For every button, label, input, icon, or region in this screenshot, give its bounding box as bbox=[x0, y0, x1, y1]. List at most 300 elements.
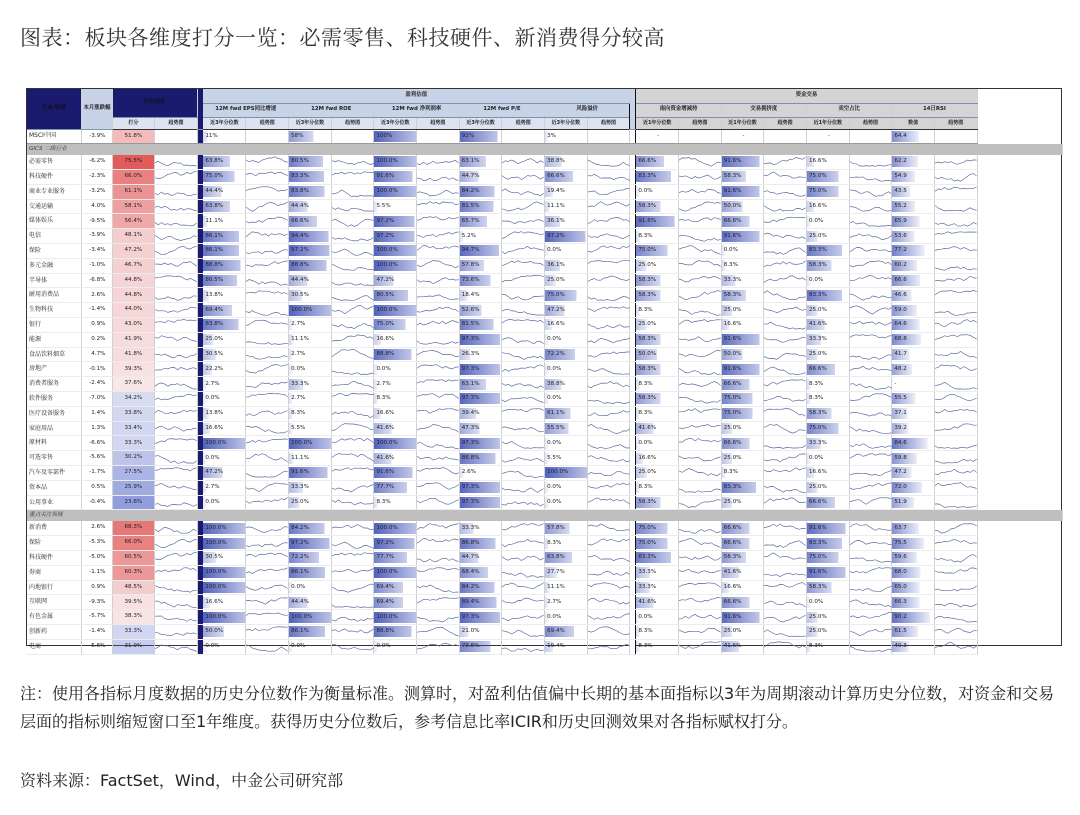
cell-short-value: 75.0% bbox=[807, 423, 849, 434]
header-valuation: 盈利估值 bbox=[203, 89, 630, 103]
cell-eps bbox=[203, 229, 246, 244]
sparkline bbox=[246, 230, 288, 243]
trend-cell bbox=[417, 639, 460, 654]
trend-cell bbox=[587, 495, 630, 510]
sparkline bbox=[588, 452, 630, 465]
cell-roe bbox=[289, 362, 332, 377]
sparkline bbox=[588, 392, 630, 405]
trend-cell bbox=[587, 347, 630, 362]
cell-rsi-value: 55.2 bbox=[892, 201, 934, 212]
trend-cell bbox=[502, 406, 545, 421]
cell-south-value: 75.0% bbox=[636, 538, 678, 549]
trend-cell bbox=[587, 303, 630, 318]
cell-short bbox=[807, 406, 850, 421]
cell-rsi bbox=[892, 436, 935, 451]
trend-cell bbox=[331, 436, 374, 451]
trend-cell bbox=[246, 580, 289, 595]
trend-cell bbox=[417, 480, 460, 495]
cell-crowd-value: 41.6% bbox=[722, 567, 764, 578]
cell-crowd bbox=[721, 362, 764, 377]
sparkline bbox=[246, 185, 288, 198]
cell-erp bbox=[545, 436, 588, 451]
trend-cell bbox=[331, 129, 374, 144]
row-name: 食品饮料烟草 bbox=[27, 347, 81, 362]
sparkline bbox=[679, 333, 721, 346]
table-row bbox=[27, 318, 1063, 333]
cell-eps bbox=[203, 273, 246, 288]
trend-cell bbox=[417, 406, 460, 421]
sparkline bbox=[502, 244, 544, 257]
cell-roe bbox=[289, 466, 332, 481]
cell-crowd-value: 16.6% bbox=[722, 582, 764, 593]
cell-pe bbox=[459, 318, 502, 333]
cell-eps-value: 2.7% bbox=[203, 482, 245, 493]
trend-cell bbox=[934, 273, 977, 288]
cell-eps bbox=[203, 199, 246, 214]
sparkline bbox=[246, 407, 288, 420]
cell-rsi-value: 55.5 bbox=[892, 393, 934, 404]
cell-short-value: 25.0% bbox=[807, 482, 849, 493]
cell-short bbox=[807, 565, 850, 580]
row-name: MSCI中国 bbox=[27, 129, 81, 144]
cell-crowd bbox=[721, 639, 764, 654]
cell-rsi bbox=[892, 129, 935, 144]
sparkline bbox=[502, 466, 544, 479]
row-score: 75.5% bbox=[112, 155, 155, 170]
cell-crowd-value: 8.3% bbox=[722, 260, 764, 271]
row-change: -2.3% bbox=[81, 170, 112, 185]
table-row bbox=[27, 521, 1063, 536]
row-name: 券商 bbox=[27, 565, 81, 580]
cell-south bbox=[636, 392, 679, 407]
cell-short-value: 8.3% bbox=[807, 393, 849, 404]
trend-cell bbox=[587, 184, 630, 199]
cell-roe-value: 25.0% bbox=[289, 497, 331, 508]
cell-roe bbox=[289, 155, 332, 170]
trend-cell bbox=[764, 288, 807, 303]
table-row bbox=[27, 451, 1063, 466]
table-row bbox=[27, 199, 1063, 214]
sparkline bbox=[679, 537, 721, 550]
sparkline bbox=[935, 289, 977, 302]
trend-cell bbox=[246, 495, 289, 510]
cell-erp bbox=[545, 318, 588, 333]
cell-eps bbox=[203, 565, 246, 580]
trend-cell bbox=[502, 377, 545, 392]
trend-cell bbox=[502, 214, 545, 229]
header-change: 本月涨跌幅 bbox=[81, 89, 112, 129]
cell-roe bbox=[289, 229, 332, 244]
sparkline bbox=[155, 551, 197, 564]
cell-rsi-value: 77.2 bbox=[892, 245, 934, 256]
cell-pe bbox=[459, 536, 502, 551]
cell-roe-value: 100.0% bbox=[289, 438, 331, 449]
cell-eps bbox=[203, 551, 246, 566]
figure-title: 图表：板块各维度打分一览：必需零售、科技硬件、新消费得分较高 bbox=[20, 26, 665, 50]
cell-eps bbox=[203, 303, 246, 318]
cell-pe-value: 52.6% bbox=[460, 305, 502, 316]
cell-south bbox=[636, 565, 679, 580]
cell-pe bbox=[459, 625, 502, 640]
trend-cell bbox=[155, 303, 198, 318]
trend-cell bbox=[155, 184, 198, 199]
trend-cell bbox=[764, 625, 807, 640]
row-change: -7.0% bbox=[81, 392, 112, 407]
cell-roe-value: 86.1% bbox=[289, 626, 331, 637]
trend-cell bbox=[331, 377, 374, 392]
sparkline bbox=[332, 566, 374, 579]
sparkline bbox=[764, 244, 806, 257]
cell-crowd-value: 83.3% bbox=[722, 482, 764, 493]
sparkline bbox=[417, 230, 459, 243]
sparkline bbox=[417, 625, 459, 638]
cell-eps-value: 63.8% bbox=[203, 201, 245, 212]
row-score: 33.3% bbox=[112, 436, 155, 451]
cell-crowd bbox=[721, 436, 764, 451]
trend-cell bbox=[849, 214, 892, 229]
trend-cell bbox=[246, 318, 289, 333]
trend-cell bbox=[587, 551, 630, 566]
trend-cell bbox=[502, 495, 545, 510]
cell-short bbox=[807, 377, 850, 392]
trend-cell bbox=[934, 406, 977, 421]
cell-erp-value: 0.0% bbox=[545, 245, 587, 256]
cell-south-value: 66.6% bbox=[636, 156, 678, 167]
cell-pe bbox=[459, 184, 502, 199]
cell-rsi-value: 64.4 bbox=[892, 131, 934, 142]
header-margin: 12M fwd 净利润率 bbox=[374, 103, 459, 117]
table-row bbox=[27, 258, 1063, 273]
sparkline bbox=[764, 466, 806, 479]
cell-eps-value: 86.1% bbox=[203, 245, 245, 256]
cell-crowd-value: 91.6% bbox=[722, 364, 764, 375]
row-change: -3.4% bbox=[81, 244, 112, 259]
sparkline bbox=[417, 551, 459, 564]
cell-eps bbox=[203, 639, 246, 654]
cell-erp bbox=[545, 244, 588, 259]
row-score: 33.4% bbox=[112, 421, 155, 436]
sparkline bbox=[935, 185, 977, 198]
cell-south-value: 58.3% bbox=[636, 393, 678, 404]
cell-crowd bbox=[721, 244, 764, 259]
cell-short bbox=[807, 639, 850, 654]
table-row bbox=[27, 392, 1063, 407]
trend-cell bbox=[587, 129, 630, 144]
cell-rsi-value: 90.2 bbox=[892, 612, 934, 623]
cell-south bbox=[636, 595, 679, 610]
cell-roe bbox=[289, 495, 332, 510]
cell-south bbox=[636, 229, 679, 244]
cell-pe-value: 33.3% bbox=[460, 523, 502, 534]
sparkline bbox=[850, 185, 892, 198]
trend-cell bbox=[764, 610, 807, 625]
cell-erp-value: 0.0% bbox=[545, 497, 587, 508]
cell-pe bbox=[459, 495, 502, 510]
cell-pe-value: 86.8% bbox=[460, 538, 502, 549]
trend-cell bbox=[679, 451, 722, 466]
sparkline bbox=[246, 304, 288, 317]
cell-erp bbox=[545, 129, 588, 144]
cell-roe-value: 30.5% bbox=[289, 290, 331, 301]
trend-cell bbox=[587, 332, 630, 347]
row-change: 0.2% bbox=[81, 332, 112, 347]
trend-cell bbox=[246, 288, 289, 303]
row-change: -1.7% bbox=[81, 466, 112, 481]
trend-cell bbox=[587, 318, 630, 333]
sparkline bbox=[764, 581, 806, 594]
cell-short bbox=[807, 303, 850, 318]
trend-cell bbox=[246, 258, 289, 273]
sparkline bbox=[246, 244, 288, 257]
trend-cell bbox=[417, 421, 460, 436]
cell-rsi-value: 59.0 bbox=[892, 305, 934, 316]
trend-cell bbox=[155, 244, 198, 259]
cell-south bbox=[636, 466, 679, 481]
cell-rsi-value: 37.1 bbox=[892, 408, 934, 419]
cell-margin bbox=[374, 303, 417, 318]
header-pct3y: 近3年分位数 bbox=[545, 117, 588, 129]
sparkline bbox=[332, 640, 374, 653]
cell-eps bbox=[203, 625, 246, 640]
table-row bbox=[27, 551, 1063, 566]
sparkline bbox=[417, 348, 459, 361]
trend-cell bbox=[764, 495, 807, 510]
trend-cell bbox=[764, 347, 807, 362]
table-row bbox=[27, 332, 1063, 347]
cell-margin-value: 69.4% bbox=[374, 597, 416, 608]
cell-short-value: 66.6% bbox=[807, 497, 849, 508]
trend-cell bbox=[934, 258, 977, 273]
trend-cell bbox=[502, 421, 545, 436]
cell-short-value: 0.0% bbox=[807, 216, 849, 227]
cell-roe-value: 88.8% bbox=[289, 260, 331, 271]
sparkline bbox=[155, 185, 197, 198]
trend-cell bbox=[155, 214, 198, 229]
cell-eps bbox=[203, 155, 246, 170]
sparkline bbox=[417, 496, 459, 509]
cell-south-value: 83.3% bbox=[636, 552, 678, 563]
trend-cell bbox=[679, 565, 722, 580]
trend-cell bbox=[502, 625, 545, 640]
trend-cell bbox=[417, 170, 460, 185]
cell-eps bbox=[203, 406, 246, 421]
cell-south bbox=[636, 406, 679, 421]
row-change: -6.6% bbox=[81, 436, 112, 451]
sparkline bbox=[417, 274, 459, 287]
cell-crowd bbox=[721, 288, 764, 303]
sparkline bbox=[850, 289, 892, 302]
sparkline bbox=[850, 363, 892, 376]
sparkline bbox=[155, 289, 197, 302]
cell-rsi bbox=[892, 258, 935, 273]
cell-short-value: 58.3% bbox=[807, 582, 849, 593]
sparkline bbox=[246, 378, 288, 391]
trend-cell bbox=[155, 347, 198, 362]
sparkline bbox=[935, 274, 977, 287]
cell-short-value: 75.0% bbox=[807, 552, 849, 563]
table-row bbox=[27, 495, 1063, 510]
cell-roe-value: 100.0% bbox=[289, 612, 331, 623]
cell-erp bbox=[545, 521, 588, 536]
sparkline bbox=[246, 155, 288, 168]
cell-short-value: 33.3% bbox=[807, 438, 849, 449]
cell-short-value: 8.3% bbox=[807, 379, 849, 390]
cell-short bbox=[807, 580, 850, 595]
header-value: 数值 bbox=[892, 117, 935, 129]
sparkline bbox=[155, 304, 197, 317]
cell-crowd-value: 41.6% bbox=[722, 641, 764, 652]
cell-erp bbox=[545, 625, 588, 640]
cell-short-value: 83.3% bbox=[807, 538, 849, 549]
cell-erp bbox=[545, 536, 588, 551]
cell-south bbox=[636, 214, 679, 229]
cell-south bbox=[636, 480, 679, 495]
cell-pe-value: 97.3% bbox=[460, 438, 502, 449]
cell-eps bbox=[203, 610, 246, 625]
cell-rsi bbox=[892, 244, 935, 259]
sparkline bbox=[935, 611, 977, 624]
trend-cell bbox=[679, 170, 722, 185]
trend-cell bbox=[246, 639, 289, 654]
sparkline bbox=[417, 392, 459, 405]
sparkline bbox=[502, 581, 544, 594]
cell-pe-value: 81.5% bbox=[460, 319, 502, 330]
cell-margin bbox=[374, 170, 417, 185]
trend-cell bbox=[934, 184, 977, 199]
trend-cell bbox=[417, 451, 460, 466]
cell-rsi bbox=[892, 625, 935, 640]
cell-rsi-value: 40.3 bbox=[892, 641, 934, 652]
cell-erp-value: 55.5% bbox=[545, 423, 587, 434]
table-row bbox=[27, 273, 1063, 288]
trend-cell bbox=[679, 288, 722, 303]
cell-roe-value: 72.2% bbox=[289, 552, 331, 563]
trend-cell bbox=[502, 347, 545, 362]
row-score: 56.4% bbox=[112, 214, 155, 229]
trend-cell bbox=[417, 155, 460, 170]
cell-roe-value: 0.0% bbox=[289, 582, 331, 593]
cell-roe bbox=[289, 436, 332, 451]
trend-cell bbox=[417, 610, 460, 625]
cell-south bbox=[636, 244, 679, 259]
cell-eps bbox=[203, 421, 246, 436]
cell-short bbox=[807, 129, 850, 144]
table-row bbox=[27, 610, 1063, 625]
sparkline bbox=[332, 496, 374, 509]
sparkline bbox=[679, 640, 721, 653]
cell-crowd bbox=[721, 536, 764, 551]
cell-pe bbox=[459, 129, 502, 144]
sparkline bbox=[417, 640, 459, 653]
sparkline bbox=[764, 259, 806, 272]
cell-crowd-value: 25.0% bbox=[722, 305, 764, 316]
trend-cell bbox=[764, 451, 807, 466]
cell-margin-value: 16.6% bbox=[374, 408, 416, 419]
sparkline bbox=[417, 363, 459, 376]
sparkline bbox=[588, 522, 630, 535]
sparkline bbox=[850, 522, 892, 535]
cell-south bbox=[636, 318, 679, 333]
trend-cell bbox=[587, 377, 630, 392]
row-change: 2.6% bbox=[81, 521, 112, 536]
trend-cell bbox=[934, 551, 977, 566]
trend-cell bbox=[502, 184, 545, 199]
cell-margin bbox=[374, 480, 417, 495]
sparkline bbox=[850, 170, 892, 183]
cell-south bbox=[636, 288, 679, 303]
trend-cell bbox=[331, 392, 374, 407]
sparkline bbox=[588, 318, 630, 331]
cell-erp bbox=[545, 377, 588, 392]
cell-crowd bbox=[721, 625, 764, 640]
sparkline bbox=[155, 200, 197, 213]
cell-erp-value: 8.3% bbox=[545, 538, 587, 549]
sparkline bbox=[935, 407, 977, 420]
trend-cell bbox=[246, 595, 289, 610]
cell-erp bbox=[545, 347, 588, 362]
cell-eps-value: 11% bbox=[203, 131, 245, 142]
cell-rsi-value: 65.0 bbox=[892, 582, 934, 593]
cell-pe-value: 81.5% bbox=[460, 201, 502, 212]
cell-rsi-value: 75.5 bbox=[892, 538, 934, 549]
cell-south-value: 58.3% bbox=[636, 497, 678, 508]
row-name: 医疗设备服务 bbox=[27, 406, 81, 421]
trend-cell bbox=[934, 639, 977, 654]
header-industry: 行业/领域 bbox=[27, 89, 81, 129]
trend-cell bbox=[679, 214, 722, 229]
cell-pe bbox=[459, 273, 502, 288]
row-name: 能源 bbox=[27, 332, 81, 347]
cell-short bbox=[807, 595, 850, 610]
trend-cell bbox=[246, 273, 289, 288]
sparkline bbox=[935, 333, 977, 346]
sparkline bbox=[588, 551, 630, 564]
cell-eps bbox=[203, 362, 246, 377]
sparkline bbox=[417, 244, 459, 257]
trend-cell bbox=[764, 229, 807, 244]
score-grid bbox=[27, 89, 1063, 655]
sparkline bbox=[850, 407, 892, 420]
trend-cell bbox=[587, 536, 630, 551]
trend-cell bbox=[849, 495, 892, 510]
cell-erp-value: 100.0% bbox=[545, 467, 587, 478]
cell-erp-value: 2.7% bbox=[545, 597, 587, 608]
cell-south-value: 58.3% bbox=[636, 290, 678, 301]
sparkline bbox=[246, 611, 288, 624]
trend-cell bbox=[331, 421, 374, 436]
cell-eps-value: 0.0% bbox=[203, 641, 245, 652]
sparkline bbox=[850, 392, 892, 405]
cell-erp bbox=[545, 421, 588, 436]
cell-margin-value: 88.8% bbox=[374, 349, 416, 360]
trend-cell bbox=[502, 551, 545, 566]
sparkline bbox=[588, 348, 630, 361]
trend-cell bbox=[934, 244, 977, 259]
trend-cell bbox=[417, 565, 460, 580]
cell-south-value: 41.6% bbox=[636, 597, 678, 608]
sparkline bbox=[502, 170, 544, 183]
cell-eps bbox=[203, 288, 246, 303]
cell-pe-value: 63.1% bbox=[460, 156, 502, 167]
cell-erp bbox=[545, 170, 588, 185]
table-row bbox=[27, 480, 1063, 495]
sparkline bbox=[935, 318, 977, 331]
cell-south-value: 25.0% bbox=[636, 467, 678, 478]
sparkline bbox=[850, 304, 892, 317]
cell-rsi-value: 47.2 bbox=[892, 467, 934, 478]
cell-margin bbox=[374, 229, 417, 244]
cell-erp-value: 11.1% bbox=[545, 582, 587, 593]
